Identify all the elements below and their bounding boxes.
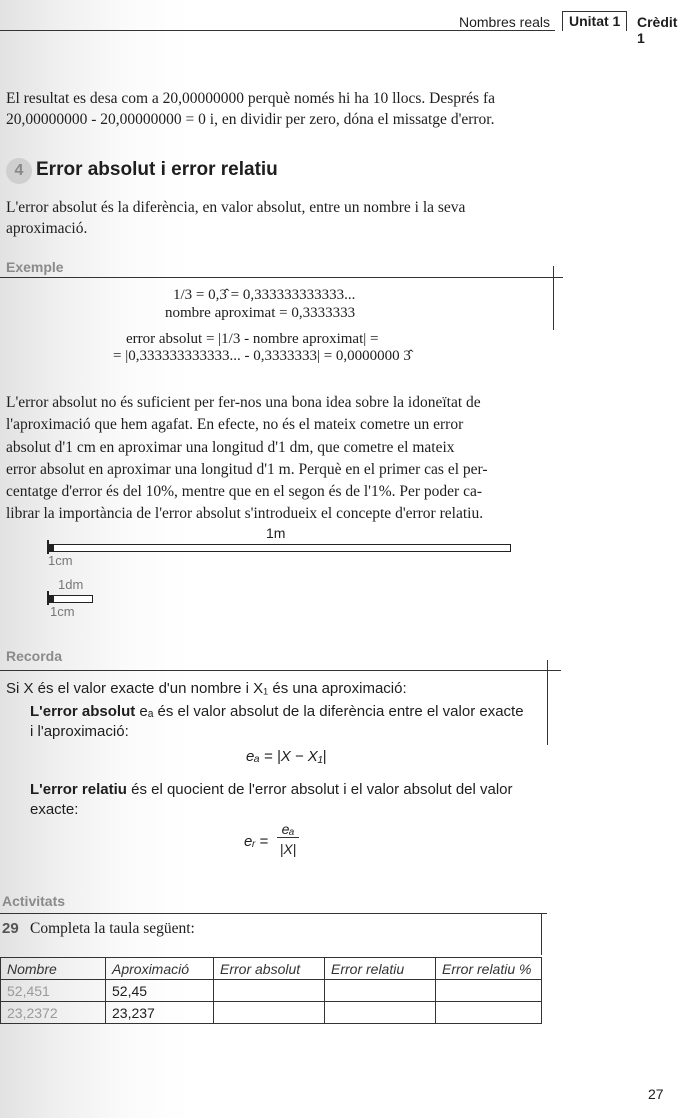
- recorda-relative-def: [30, 781, 513, 798]
- cell-error-absolut: [214, 980, 325, 1002]
- bar-1m-cm-segment: [47, 544, 54, 552]
- definition-line-2: aproximació.: [6, 220, 88, 237]
- bar-1dm-cm-segment: [47, 595, 54, 603]
- cell-nombre: 52,451: [1, 980, 106, 1002]
- relative-error-paragraph: [6, 392, 561, 526]
- relative-error-def-a: és el quocient de l'error absolut i el valor absolut del valor: [126, 781, 513, 798]
- example-label: Exemple: [6, 259, 64, 275]
- definition-line-1: L'error absolut és la diferència, en valor absolut, entre un nombre i la seva: [6, 199, 466, 216]
- figure-label-1cm-b: 1cm: [50, 604, 75, 619]
- section-number-badge: 4: [6, 158, 32, 184]
- example-line-2: nombre aproximat = 0,3333333: [165, 305, 356, 321]
- recorda-absolute-def: [30, 703, 524, 720]
- relative-error-denominator: |X|: [279, 841, 297, 857]
- figure-label-1dm: 1dm: [58, 577, 84, 592]
- cell-error-absolut: [214, 1002, 325, 1024]
- recorda-line-1: Si X és el valor exacte d'un nombre i X₁ és una aproximació:: [6, 680, 407, 697]
- cell-error-relatiu-pct: [436, 1002, 542, 1024]
- col-header-aproximacio: Aproximació: [106, 958, 214, 980]
- cell-error-relatiu-pct: [436, 980, 542, 1002]
- paragraph2-line-6: librar la importància de l'error absolut s'introdueix el concepte d'error relatiu.: [6, 505, 484, 523]
- recorda-rule: [0, 670, 561, 671]
- absolute-error-term: L'error absolut: [30, 703, 136, 720]
- example-rule: [0, 277, 563, 278]
- activitats-label: Activitats: [2, 893, 66, 909]
- relative-error-lhs: eᵣ =: [244, 833, 269, 850]
- section-title: Error absolut i error relatiu: [36, 159, 278, 180]
- relative-error-numerator: eₐ: [277, 821, 299, 838]
- cell-error-relatiu: [325, 1002, 436, 1024]
- definition-paragraph: [6, 197, 561, 239]
- intro-line-1: El resultat es desa com a 20,00000000 perquè només hi ha 10 llocs. Després fa: [6, 90, 495, 107]
- col-header-error-absolut: Error absolut: [214, 958, 325, 980]
- table-row: [1, 980, 542, 1002]
- cell-aproximacio: 52,45: [106, 980, 214, 1002]
- header-section: Nombres reals: [459, 14, 551, 30]
- page-number: 27: [648, 1086, 664, 1102]
- activity-table: [0, 957, 542, 1024]
- absolute-error-formula: eₐ = |X − X₁|: [246, 748, 327, 765]
- paragraph2-line-5: centatge d'error és del 10%, mentre que en el segon és de l'1%. Per poder ca-: [6, 483, 482, 501]
- example-line-1: 1/3 = 0,3̂ = 0,333333333333...: [173, 287, 356, 303]
- figure-label-1cm-a: 1cm: [48, 553, 73, 568]
- header-rule: [0, 30, 555, 31]
- absolute-error-def-a: eₐ és el valor absolut de la diferència entre el valor exacte: [135, 703, 524, 720]
- example-line-4: = |0,333333333333... - 0,3333333| = 0,0000000 3̂: [113, 348, 411, 364]
- cell-aproximacio: 23,237: [106, 1002, 214, 1024]
- activity-instruction: Completa la taula següent:: [30, 920, 195, 937]
- paragraph2-line-4: error absolut en aproximar una longitud d'1 m. Perquè en el primer cas el per-: [6, 460, 488, 478]
- absolute-error-def-b: i l'aproximació:: [30, 723, 129, 740]
- header-unit: Unitat 1: [562, 11, 627, 31]
- relative-error-def-b: exacte:: [30, 801, 79, 818]
- paragraph2-line-3: absolut d'1 cm en aproximar una longitud d'1 dm, que cometre el mateix: [6, 438, 455, 456]
- paragraph2-line-2: l'aproximació que hem agafat. En efecte, no és el mateix cometre un error: [6, 416, 464, 434]
- recorda-bracket: [547, 660, 548, 745]
- table-header-row: [1, 958, 542, 980]
- activitats-bracket: [541, 913, 542, 955]
- intro-line-2: 20,00000000 - 20,00000000 = 0 i, en dividir per zero, dóna el missatge d'error.: [6, 111, 495, 128]
- header-credit: Crèdit 1: [637, 14, 678, 46]
- relative-error-term: L'error relatiu: [30, 781, 127, 798]
- table-row: [1, 1002, 542, 1024]
- cell-error-relatiu: [325, 980, 436, 1002]
- bar-1m: [47, 544, 511, 552]
- example-line-3: error absolut = |1/3 - nombre aproximat| =: [126, 331, 379, 347]
- activitats-rule: [0, 913, 547, 914]
- col-header-error-relatiu-pct: Error relatiu %: [436, 958, 542, 980]
- paragraph2-line-1: L'error absolut no és suficient per fer-nos una bona idea sobre la idoneïtat de: [6, 394, 481, 411]
- intro-paragraph: [6, 88, 561, 130]
- figure-label-1m: 1m: [266, 525, 286, 541]
- recorda-label: Recorda: [6, 648, 63, 664]
- cell-nombre: 23,2372: [1, 1002, 106, 1024]
- activity-number: 29: [2, 920, 19, 937]
- col-header-nombre: Nombre: [1, 958, 106, 980]
- example-bracket: [553, 266, 554, 330]
- col-header-error-relatiu: Error relatiu: [325, 958, 436, 980]
